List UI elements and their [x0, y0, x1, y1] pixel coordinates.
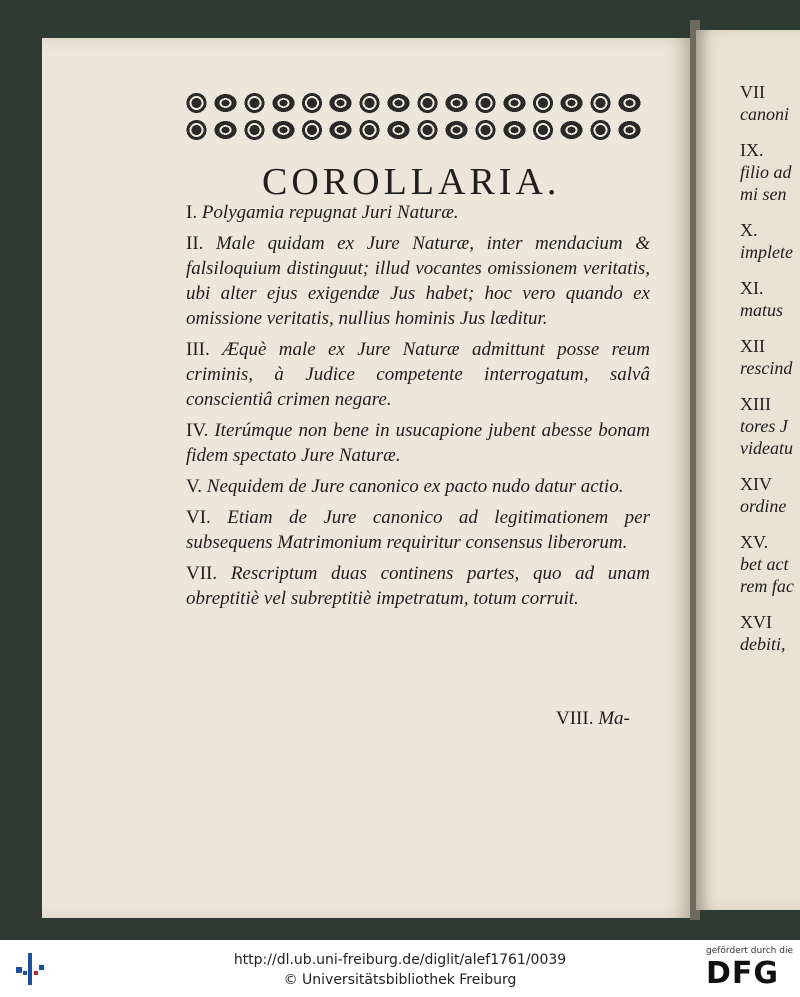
- right-line: XIV: [740, 474, 772, 494]
- paragraph-6: [186, 505, 650, 555]
- paragraph-number: IV.: [186, 420, 209, 441]
- right-line: XII: [740, 336, 765, 356]
- paragraph-text: Polygamia repugnat Juri Naturæ.: [201, 202, 459, 223]
- right-line: implete: [740, 242, 793, 262]
- ornament-band-bottom: [182, 117, 644, 143]
- right-line: videatu: [740, 438, 793, 458]
- funding-note: gefördert durch die: [706, 946, 793, 956]
- paragraph-text: Æquè male ex Jure Naturæ admittunt posse reum criminis, à Judice competente interrogatum, salvâ conscientiâ crimen negare.: [186, 339, 651, 410]
- paragraph-text: Etiam de Jure canonico ad legitimationem per subsequens Matrimonium requiritur consensus liberorum.: [186, 507, 651, 553]
- paragraph-2: [186, 231, 650, 331]
- paragraph-7: [186, 561, 650, 611]
- paragraph-number: II.: [186, 233, 204, 254]
- right-line: IX.: [740, 140, 764, 160]
- catchword-number: VIII.: [556, 708, 594, 729]
- right-line: matus: [740, 300, 784, 320]
- right-line: XIII: [740, 394, 771, 414]
- right-line: XV.: [740, 532, 769, 552]
- paragraph-4: [186, 418, 650, 468]
- paragraph-5: [186, 474, 650, 499]
- catchword-text: Ma-: [598, 708, 630, 729]
- page-title: COROLLARIA.: [262, 161, 561, 203]
- right-line: canoni: [740, 104, 789, 124]
- paragraph-3: [186, 337, 650, 412]
- paragraph-text: Nequidem de Jure canonico ex pacto nudo datur actio.: [206, 476, 624, 497]
- paragraph-number: V.: [186, 476, 203, 497]
- permalink-url[interactable]: http://dl.ub.uni-freiburg.de/diglit/alef1761/0039: [233, 952, 567, 968]
- right-line: ordine: [740, 496, 787, 516]
- right-line: X.: [740, 220, 758, 240]
- viewer-footer: [0, 940, 800, 997]
- right-page-text: [740, 82, 800, 670]
- right-line: mi sen: [740, 184, 787, 204]
- right-line: XVI: [740, 612, 772, 632]
- paragraph-number: I.: [186, 202, 198, 223]
- right-line: rescind: [740, 358, 793, 378]
- catchword: [556, 708, 630, 730]
- right-line: XI.: [740, 278, 764, 298]
- copyright-text: © Universitätsbibliothek Freiburg: [283, 972, 517, 988]
- paragraph-text: Iterúmque non bene in usucapione jubent abesse bonam fidem spectato Jure Naturæ.: [186, 420, 650, 466]
- paragraph-number: III.: [186, 339, 210, 360]
- paragraph-text: Rescriptum duas continens partes, quo ad unam obreptitiè vel subreptitiè impetratum, totum corruit.: [186, 563, 650, 609]
- paragraph-number: VI.: [186, 507, 211, 528]
- paragraph-number: VII.: [186, 563, 218, 584]
- right-line: VII: [740, 82, 765, 102]
- corollaria-text: [186, 200, 650, 617]
- paragraph-1: [186, 200, 650, 225]
- right-line: rem fac: [740, 576, 794, 596]
- right-line: bet act: [740, 554, 789, 574]
- right-line: debiti,: [740, 634, 786, 654]
- ornament-band-top: [182, 90, 644, 116]
- right-line: filio ad: [740, 162, 792, 182]
- right-line: tores J: [740, 416, 788, 436]
- paragraph-text: Male quidam ex Jure Naturæ, inter mendacium & falsiloquium distinguut; illud vocantes omissionem veritatis, ubi alter ejus exigendæ Jus habet; hoc vero quando ex omissione veritatis, nullius hominis Jus læditur.: [186, 233, 650, 329]
- dfg-logo: DFG: [706, 956, 780, 991]
